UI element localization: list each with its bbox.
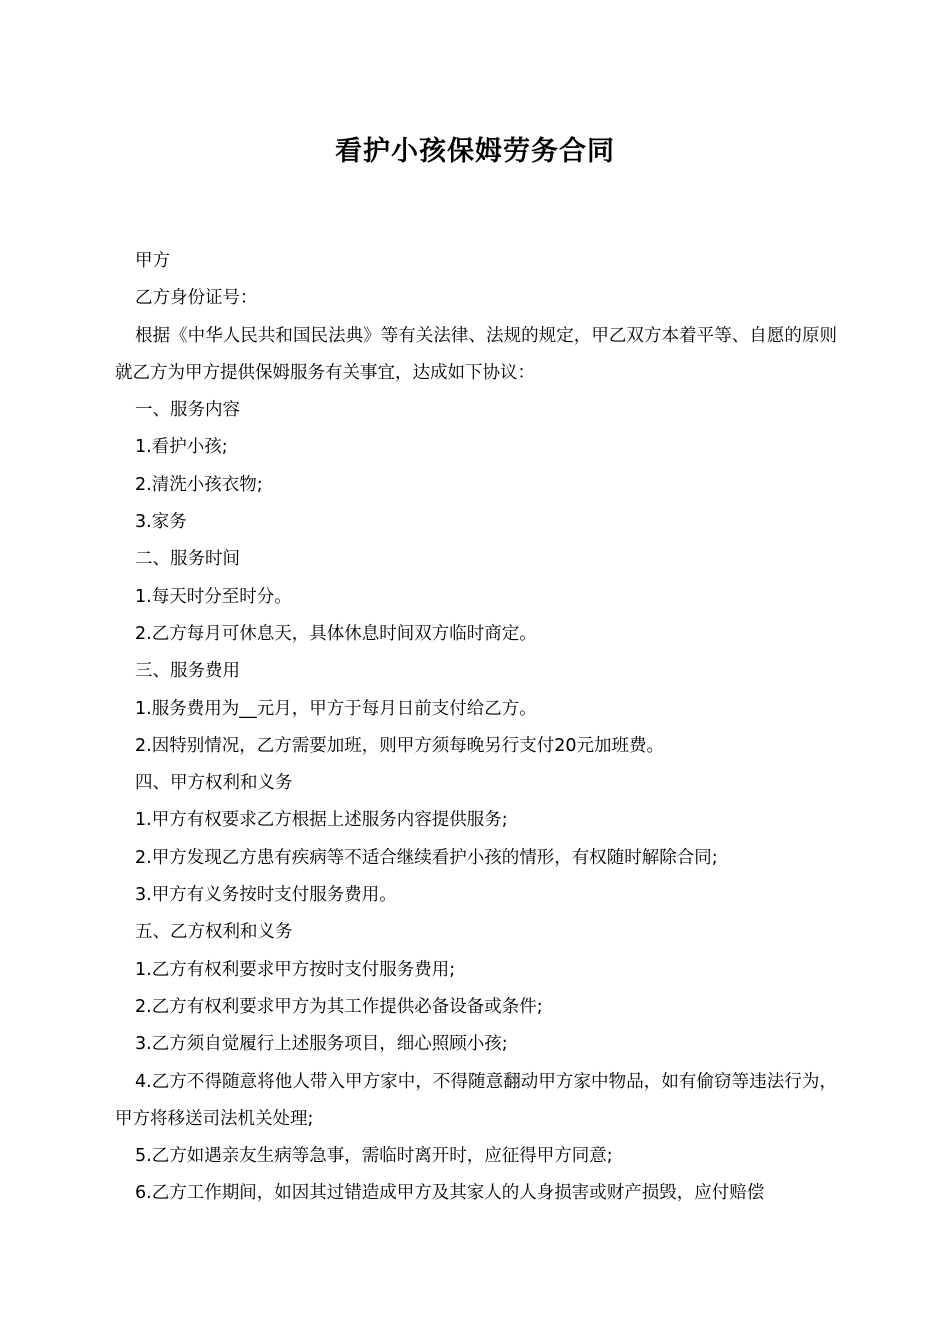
clause-item: 2.乙方每月可休息天，具体休息时间双方临时商定。: [135, 623, 537, 644]
party-b-id-line: 乙方身份证号：: [135, 288, 258, 309]
clause-item: 2.清洗小孩衣物;: [135, 474, 263, 495]
section-heading-party-b-rights: 五、乙方权利和义务: [135, 922, 293, 943]
clause-item: 2.甲方发现乙方患有疾病等不适合继续看护小孩的情形，有权随时解除合同;: [135, 847, 718, 868]
clause-item: 3.家务: [135, 512, 187, 533]
clause-item: 1.每天时分至时分。: [135, 586, 292, 607]
document-body: [115, 243, 837, 1213]
clause-item: 1.甲方有权要求乙方根据上述服务内容提供服务;: [135, 810, 508, 831]
clause-item: 1.服务费用为__元月，甲方于每月日前支付给乙方。: [135, 698, 537, 719]
clause-item: 4.乙方不得随意将他人带入甲方家中，不得随意翻动甲方家中物品，如有偷窃等违法行为，甲方将移送司法机关处理;: [115, 1071, 837, 1129]
clause-item: 5.乙方如遇亲友生病等急事，需临时离开时，应征得甲方同意;: [135, 1146, 613, 1167]
clause-item: 1.乙方有权利要求甲方按时支付服务费用;: [135, 959, 456, 980]
clause-item: 6.乙方工作期间，如因其过错造成甲方及其家人的人身损害或财产损毁，应付赔偿: [135, 1183, 765, 1204]
section-heading-service-content: 一、服务内容: [135, 400, 240, 421]
document-title: 看护小孩保姆劳务合同: [335, 136, 615, 167]
clause-item: 2.因特别情况，乙方需要加班，则甲方须每晚另行支付20元加班费。: [135, 735, 664, 756]
section-heading-service-time: 二、服务时间: [135, 549, 240, 570]
clause-item: 3.甲方有义务按时支付服务费用。: [135, 885, 397, 906]
preamble-paragraph: 根据《中华人民共和国民法典》等有关法律、法规的规定，甲乙双方本着平等、自愿的原则就乙方为甲方提供保姆服务有关事宜，达成如下协议：: [115, 325, 837, 383]
clause-item: 1.看护小孩;: [135, 437, 228, 458]
party-a-line: 甲方: [135, 251, 170, 271]
section-heading-service-fee: 三、服务费用: [135, 661, 240, 682]
clause-item: 2.乙方有权利要求甲方为其工作提供必备设备或条件;: [135, 996, 543, 1017]
clause-item: 3.乙方须自觉履行上述服务项目，细心照顾小孩;: [135, 1034, 508, 1055]
section-heading-party-a-rights: 四、甲方权利和义务: [135, 773, 293, 794]
